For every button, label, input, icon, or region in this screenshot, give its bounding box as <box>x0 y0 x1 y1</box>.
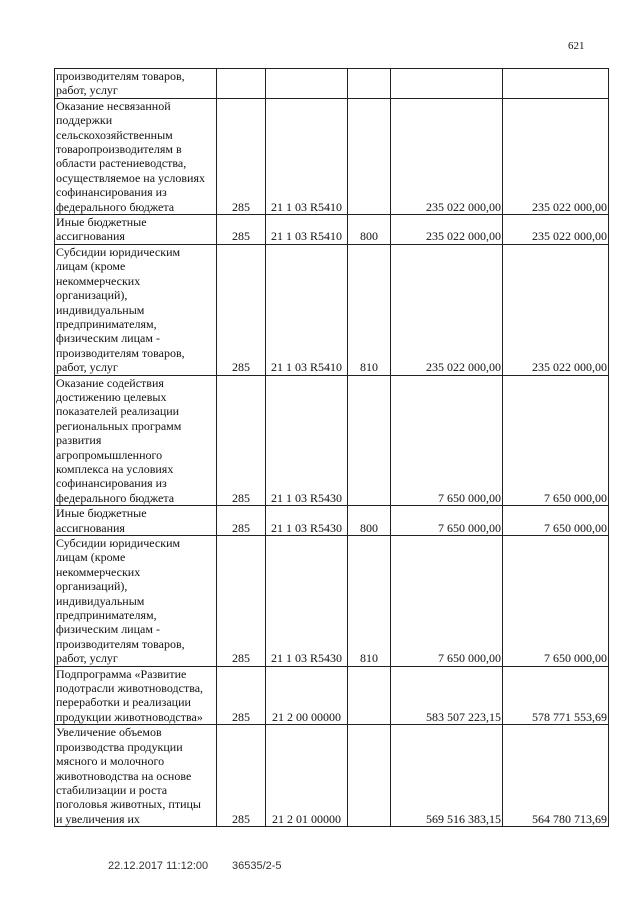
footer-document-code: 36535/2-5 <box>232 860 282 872</box>
row-name-cell: Увеличение объемов производства продукции мясного и молочного животноводства на основе стабилизации и роста поголовья животных, птицы и увеличения их <box>55 725 217 827</box>
page-number: 621 <box>568 40 585 52</box>
row-expense-type-cell <box>348 666 391 725</box>
row-sum2-cell: 235 022 000,00 <box>503 98 609 214</box>
row-sum2-cell: 235 022 000,00 <box>503 215 609 245</box>
row-expense-type-cell <box>348 375 391 506</box>
table-row <box>55 244 609 375</box>
table-row <box>55 69 609 99</box>
row-grbs-cell: 285 <box>217 666 266 725</box>
table-row <box>55 98 609 214</box>
row-grbs-cell: 285 <box>217 506 266 536</box>
table-row <box>55 506 609 536</box>
row-sum1-cell: 583 507 223,15 <box>391 666 503 725</box>
row-name-cell: Иные бюджетные ассигнования <box>55 215 217 245</box>
row-expense-type-cell: 810 <box>348 244 391 375</box>
budget-table-body <box>55 69 609 827</box>
row-code-cell: 21 1 03 R5430 <box>266 375 348 506</box>
row-sum2-cell: 578 771 553,69 <box>503 666 609 725</box>
table-row <box>55 215 609 245</box>
row-name-cell: производителям товаров, работ, услуг <box>55 69 217 99</box>
row-sum1-cell: 7 650 000,00 <box>391 506 503 536</box>
row-sum1-cell <box>391 69 503 99</box>
row-grbs-cell: 285 <box>217 375 266 506</box>
row-grbs-cell: 285 <box>217 536 266 667</box>
row-expense-type-cell <box>348 725 391 827</box>
row-code-cell: 21 1 03 R5410 <box>266 244 348 375</box>
row-sum2-cell <box>503 69 609 99</box>
row-sum1-cell: 7 650 000,00 <box>391 536 503 667</box>
row-sum1-cell: 7 650 000,00 <box>391 375 503 506</box>
row-code-cell: 21 1 03 R5430 <box>266 506 348 536</box>
row-code-cell: 21 1 03 R5430 <box>266 536 348 667</box>
table-row <box>55 536 609 667</box>
table-row <box>55 375 609 506</box>
row-expense-type-cell: 810 <box>348 536 391 667</box>
row-expense-type-cell: 800 <box>348 215 391 245</box>
row-sum1-cell: 235 022 000,00 <box>391 98 503 214</box>
row-grbs-cell: 285 <box>217 215 266 245</box>
row-sum2-cell: 7 650 000,00 <box>503 506 609 536</box>
row-code-cell: 21 1 03 R5410 <box>266 215 348 245</box>
row-sum1-cell: 235 022 000,00 <box>391 244 503 375</box>
row-grbs-cell: 285 <box>217 98 266 214</box>
row-grbs-cell <box>217 69 266 99</box>
budget-table <box>54 68 609 827</box>
footer-timestamp: 22.12.2017 11:12:00 <box>108 860 209 872</box>
row-name-cell: Подпрограмма «Развитие подотрасли животноводства, переработки и реализации продукции животноводства» <box>55 666 217 725</box>
row-name-cell: Оказание содействия достижению целевых показателей реализации региональных программ развития агропромышленного комплекса на условиях софинансирования из федерального бюджета <box>55 375 217 506</box>
row-name-cell: Субсидии юридическим лицам (кроме некоммерческих организаций), индивидуальным предпринимателям, физическим лицам - производителям товаров, работ, услуг <box>55 244 217 375</box>
row-name-cell: Оказание несвязанной поддержки сельскохозяйственным товаропроизводителям в области растениеводства, осуществляемое на условиях софинансирования из федерального бюджета <box>55 98 217 214</box>
row-sum2-cell: 7 650 000,00 <box>503 536 609 667</box>
row-sum1-cell: 569 516 383,15 <box>391 725 503 827</box>
table-row <box>55 725 609 827</box>
row-expense-type-cell: 800 <box>348 506 391 536</box>
row-sum2-cell: 7 650 000,00 <box>503 375 609 506</box>
row-code-cell <box>266 69 348 99</box>
row-expense-type-cell <box>348 98 391 214</box>
row-name-cell: Иные бюджетные ассигнования <box>55 506 217 536</box>
row-code-cell: 21 1 03 R5410 <box>266 98 348 214</box>
row-sum2-cell: 564 780 713,69 <box>503 725 609 827</box>
row-name-cell: Субсидии юридическим лицам (кроме некоммерческих организаций), индивидуальным предпринимателям, физическим лицам - производителям товаров, работ, услуг <box>55 536 217 667</box>
row-expense-type-cell <box>348 69 391 99</box>
row-code-cell: 21 2 01 00000 <box>266 725 348 827</box>
row-sum2-cell: 235 022 000,00 <box>503 244 609 375</box>
table-row <box>55 666 609 725</box>
row-code-cell: 21 2 00 00000 <box>266 666 348 725</box>
row-sum1-cell: 235 022 000,00 <box>391 215 503 245</box>
row-grbs-cell: 285 <box>217 725 266 827</box>
row-grbs-cell: 285 <box>217 244 266 375</box>
